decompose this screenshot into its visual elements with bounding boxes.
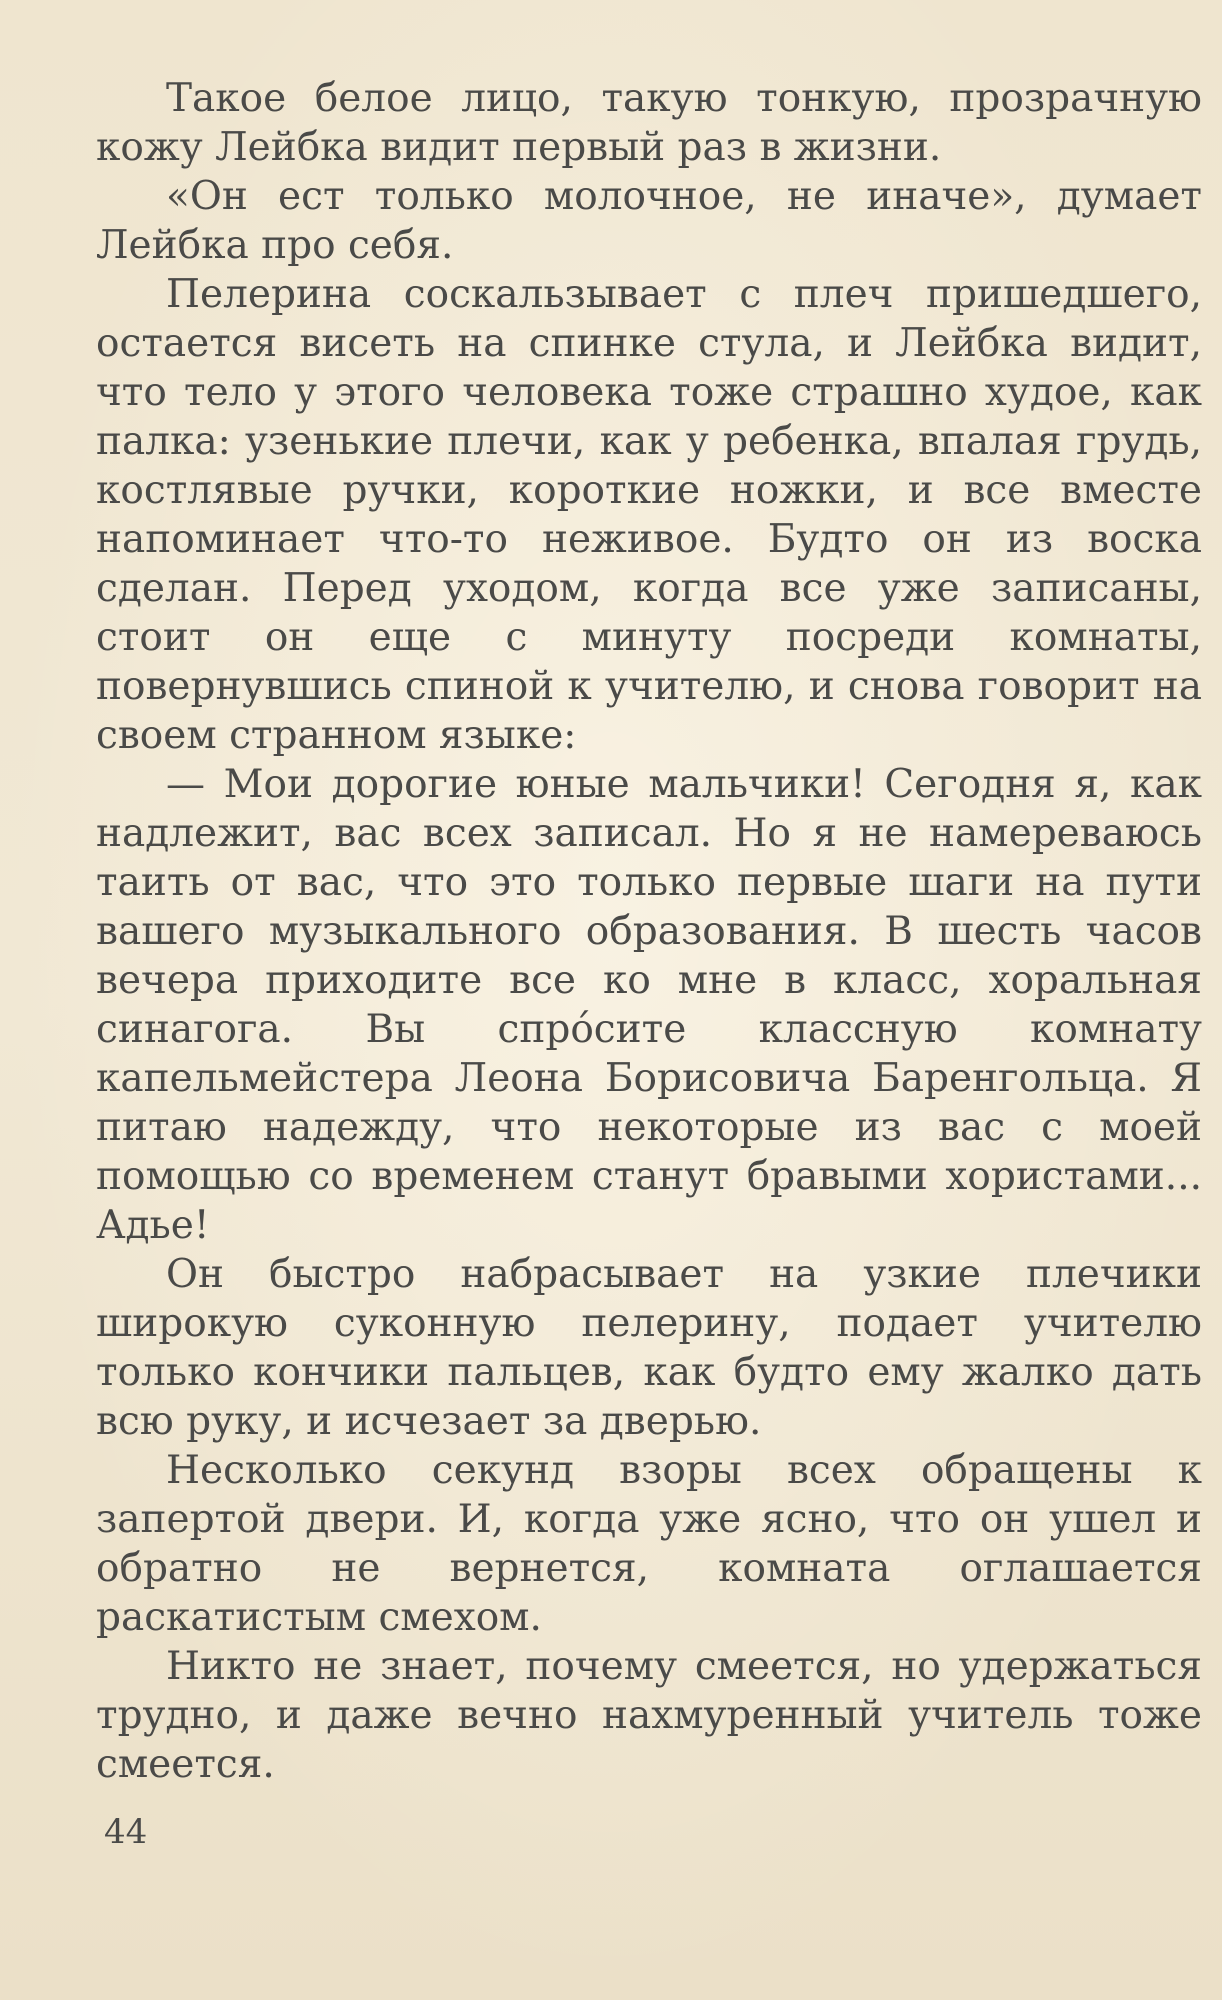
body-text: [96, 74, 1202, 1789]
page-number: 44: [104, 1812, 148, 1852]
paragraph-4: — Мои дорогие юные мальчики! Сегодня я, как надлежит, вас всех записал. Но я не намереваюсь таить от вас, что это только первые шаги на пути вашего музыкального образования. В шесть часов вечера приходите все ко мне в класс, хоральная синагога. Вы спро́сите классную комнату капельмейстера Леона Борисовича Баренгольца. Я питаю надежду, что некоторые из вас с моей помощью со временем станут бравыми хористами... Адье!: [96, 762, 1202, 1248]
paragraph-2: «Он ест только молочное, не иначе», думает Лейбка про себя.: [96, 174, 1202, 268]
paragraph-6: Несколько секунд взоры всех обращены к запертой двери. И, когда уже ясно, что он ушел и обратно не вернется, комната оглашается раскатистым смехом.: [96, 1448, 1202, 1640]
paragraph-3: Пелерина соскальзывает с плеч пришедшего, остается висеть на спинке стула, и Лейбка видит, что тело у этого человека тоже страшно худое, как палка: узенькие плечи, как у ребенка, впалая грудь, костлявые ручки, короткие ножки, и все вместе напоминает что-то неживое. Будто он из воска сделан. Перед уходом, когда все уже записаны, стоит он еще с минуту посреди комнаты, повернувшись спиной к учителю, и снова говорит на своем странном языке:: [96, 272, 1202, 758]
paragraph-1: Такое белое лицо, такую тонкую, прозрачную кожу Лейбка видит первый раз в жизни.: [96, 76, 1202, 170]
paragraph-5: Он быстро набрасывает на узкие плечики широкую суконную пелерину, подает учителю только кончики пальцев, как будто ему жалко дать всю руку, и исчезает за дверью.: [96, 1252, 1202, 1444]
paragraph-7: Никто не знает, почему смеется, но удержаться трудно, и даже вечно нахмуренный учитель тоже смеется.: [96, 1644, 1202, 1787]
